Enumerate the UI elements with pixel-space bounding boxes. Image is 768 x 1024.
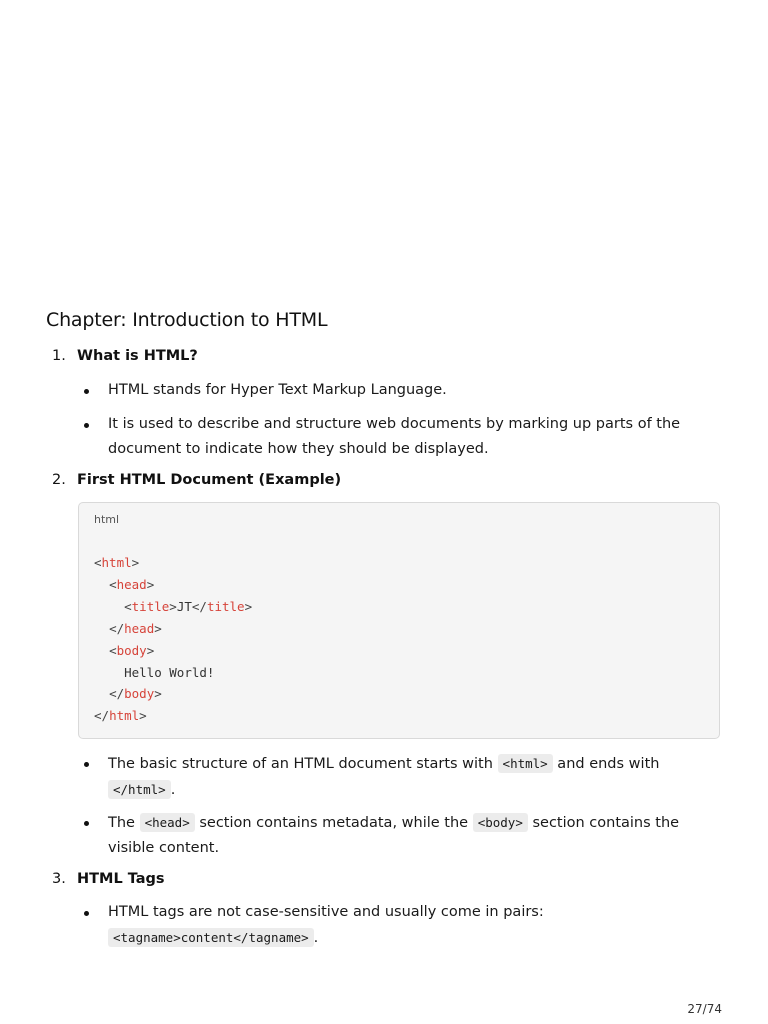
inline-code: <html> (498, 754, 553, 773)
code-content (94, 552, 252, 727)
bullet-text: HTML stands for Hyper Text Markup Language. (108, 382, 447, 398)
section-title: What is HTML? (77, 348, 198, 364)
list-item (84, 412, 694, 462)
code-block (78, 502, 720, 739)
list-item (84, 751, 694, 803)
section-number: 2. (52, 472, 66, 488)
code-language-label: html (94, 513, 120, 526)
bullet-icon (84, 911, 89, 916)
code-line: </html> (94, 708, 147, 724)
code-line: </head> (109, 620, 162, 636)
list-item (84, 900, 694, 951)
inline-code: <body> (473, 813, 528, 832)
inline-code: <head> (140, 813, 195, 832)
code-line: <title>JT</title> (124, 598, 253, 614)
code-line: </body> (109, 686, 162, 702)
inline-code: </html> (108, 780, 171, 799)
section-heading-what-is-html (52, 348, 198, 364)
section-number: 3. (52, 871, 66, 887)
inline-code: <tagname>content</tagname> (108, 928, 314, 947)
bullet-text: It is used to describe and structure web documents by marking up parts of the document to indicate how they should be displayed. (108, 416, 681, 457)
bullet-text: The basic structure of an HTML document starts with <html> and ends with </html> . (108, 756, 660, 798)
bullet-text: HTML tags are not case-sensitive and usually come in pairs: <tagname>content</tagname> . (108, 904, 544, 946)
section-title: First HTML Document (Example) (77, 472, 342, 488)
list-item (84, 378, 694, 403)
code-line: <html> (94, 555, 140, 570)
code-line: Hello World! (124, 664, 215, 680)
code-line: <head> (109, 576, 155, 592)
page-number: 27/74 (687, 1002, 722, 1016)
list-item (84, 810, 694, 861)
code-line: <body> (109, 642, 155, 658)
section-heading-html-tags (52, 871, 165, 887)
section-heading-first-html-document (52, 472, 341, 488)
bullet-icon (84, 389, 89, 394)
section-number: 1. (52, 348, 66, 364)
bullet-icon (84, 762, 89, 767)
bullet-text: The <head> section contains metadata, while the <body> section contains the visible content. (108, 815, 680, 856)
bullet-icon (84, 821, 89, 826)
section-title: HTML Tags (77, 871, 165, 887)
bullet-icon (84, 423, 89, 428)
chapter-title: Chapter: Introduction to HTML (46, 309, 328, 331)
